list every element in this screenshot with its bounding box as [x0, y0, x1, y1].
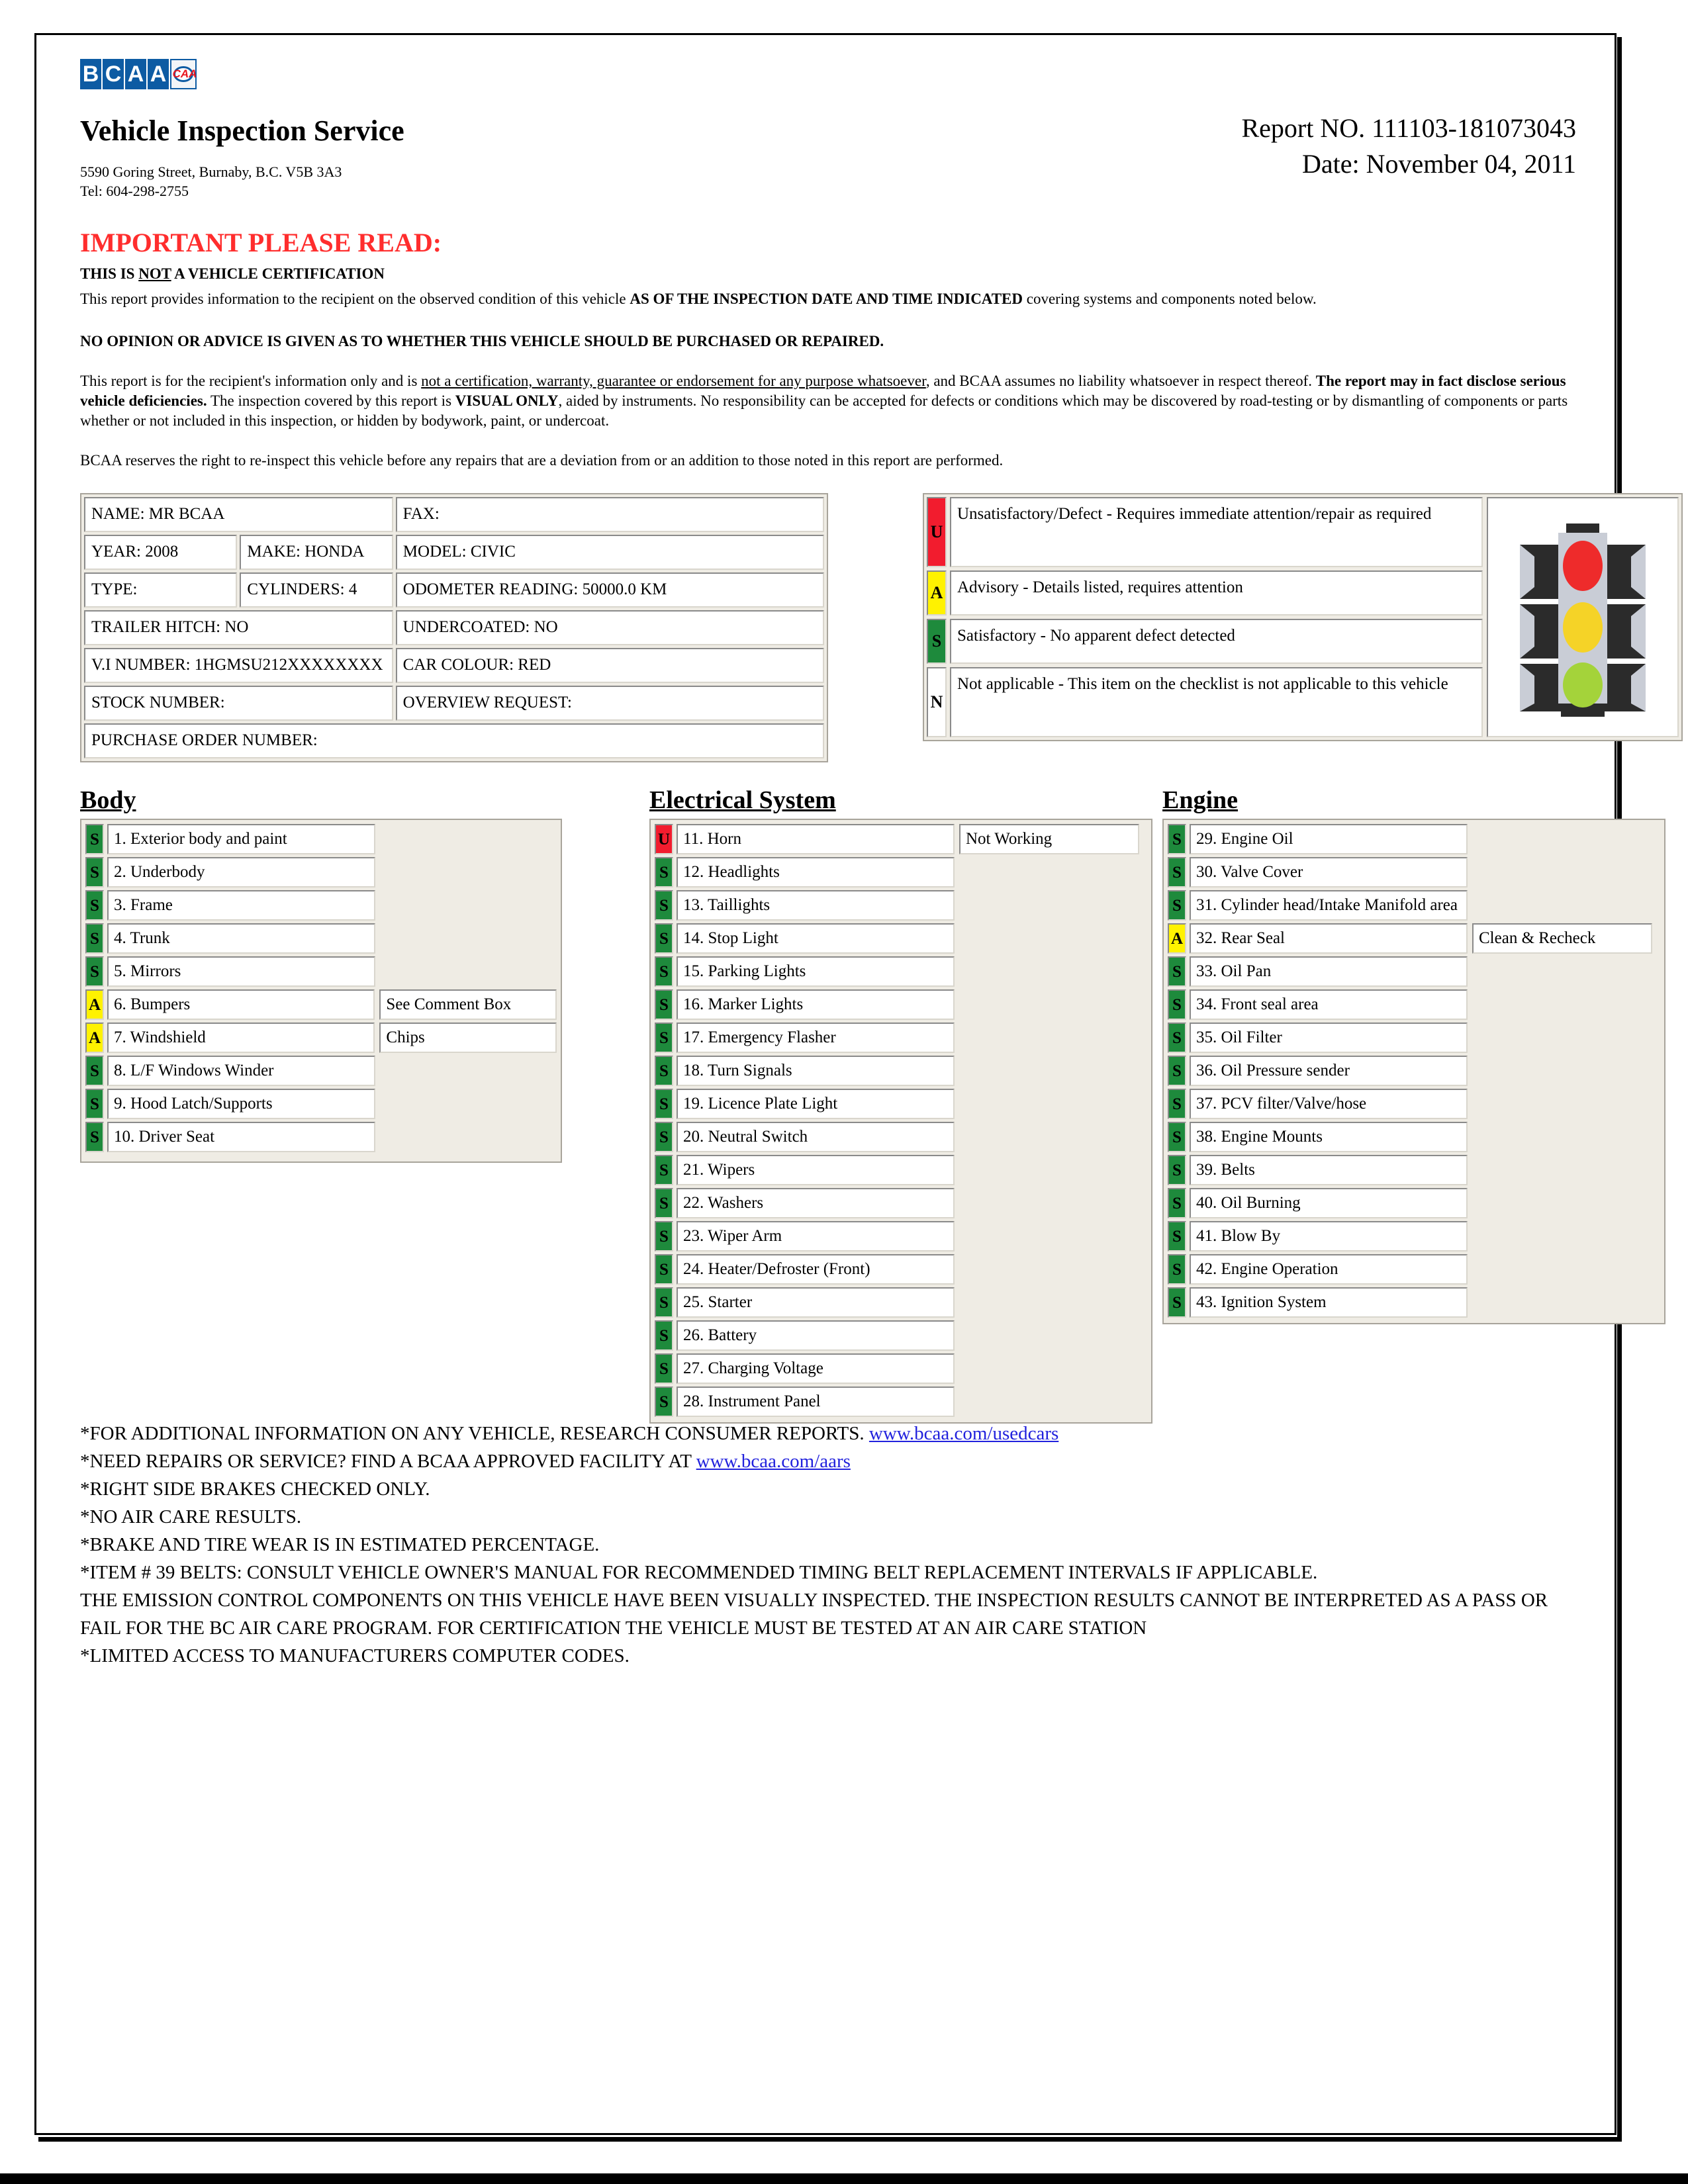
checklist-item-label: 18. Turn Signals — [677, 1056, 955, 1086]
checklist-row — [85, 923, 557, 954]
checklist-item-label: 13. Taillights — [677, 890, 955, 921]
caa-logo-icon — [170, 59, 197, 89]
notice-paragraph-2: NO OPINION OR ADVICE IS GIVEN AS TO WHETHER THIS VEHICLE SHOULD BE PURCHASED OR REPAIRED. — [80, 333, 884, 349]
p3-part-a: This report is for the recipient's information only and is — [80, 373, 422, 389]
checklist-row — [85, 824, 557, 854]
checklist-row — [85, 989, 557, 1020]
page-shadow-bottom — [38, 2137, 1622, 2142]
checklist-row — [655, 857, 1147, 887]
checklist-row — [655, 1155, 1147, 1185]
status-badge: S — [655, 857, 673, 887]
checklist-row — [655, 956, 1147, 987]
p1-part-a: This report provides information to the recipient on the observed condition of this vehicle — [80, 291, 630, 307]
vehicle-info-field: CAR COLOUR: RED — [396, 648, 824, 683]
checklist-item-label: 19. Licence Plate Light — [677, 1089, 955, 1119]
office-address: 5590 Goring Street, Burnaby, B.C. V5B 3A3 — [80, 163, 342, 180]
status-badge: S — [655, 1221, 673, 1251]
footnote-wear-percentage: *BRAKE AND TIRE WEAR IS IN ESTIMATED PERCENTAGE. — [80, 1534, 600, 1555]
checklist-row — [1168, 1287, 1660, 1318]
vehicle-info-field: FAX: — [396, 497, 824, 532]
checklist-row — [1168, 857, 1660, 887]
vehicle-info-field: MAKE: HONDA — [240, 535, 393, 570]
checklist-item-label: 28. Instrument Panel — [677, 1387, 955, 1417]
checklist-item-label: 27. Charging Voltage — [677, 1353, 955, 1384]
aars-link[interactable]: www.bcaa.com/aars — [696, 1451, 851, 1472]
legend-description: Satisfactory - No apparent defect detected — [950, 619, 1483, 664]
checklist-item-label: 23. Wiper Arm — [677, 1221, 955, 1251]
legend-code-swatch: A — [927, 570, 947, 615]
status-badge: S — [655, 1089, 673, 1119]
status-badge: S — [85, 1056, 104, 1086]
legend-code-swatch: N — [927, 667, 947, 737]
legend-description: Advisory - Details listed, requires attention — [950, 570, 1483, 615]
checklist-row — [85, 1056, 557, 1086]
certification-disclaimer — [80, 264, 1576, 284]
checklist-row — [1168, 890, 1660, 921]
p3-visual-only: VISUAL ONLY — [455, 392, 559, 409]
checklist-item-label: 24. Heater/Defroster (Front) — [677, 1254, 955, 1285]
checklist-item-label: 12. Headlights — [677, 857, 955, 887]
status-badge: A — [1168, 923, 1186, 954]
status-badge: S — [85, 923, 104, 954]
footnote-2-text: *NEED REPAIRS OR SERVICE? FIND A BCAA APPROVED FACILITY AT — [80, 1451, 696, 1472]
report-number: Report NO. 111103-181073043 — [1241, 113, 1576, 143]
checklist-row — [655, 890, 1147, 921]
checklist-item-label: 9. Hood Latch/Supports — [107, 1089, 375, 1119]
checklist-panel-engine — [1162, 819, 1665, 1324]
checklist-item-label: 11. Horn — [677, 824, 955, 854]
legend-row — [927, 570, 1483, 615]
checklist-item-comment: Chips — [379, 1023, 557, 1053]
status-badge: S — [655, 1188, 673, 1218]
checklist-item-comment: Clean & Recheck — [1472, 923, 1652, 954]
checklist-item-label: 30. Valve Cover — [1190, 857, 1468, 887]
status-badge: S — [85, 857, 104, 887]
checklist-row — [1168, 989, 1660, 1020]
status-badge: S — [655, 1155, 673, 1185]
page-title: Vehicle Inspection Service — [80, 114, 404, 147]
status-badge: A — [85, 1023, 104, 1053]
scanner-black-bar — [0, 2173, 1688, 2184]
footnotes — [80, 1420, 1576, 1670]
status-badge: S — [655, 1122, 673, 1152]
p3-bold: The report may in fact disclose serious vehicle deficiencies. — [80, 373, 1566, 409]
p3-underline: not a certification, warranty, guarantee or endorsement for any purpose whatsoever — [421, 373, 926, 389]
section-title-engine: Engine — [1162, 786, 1239, 814]
p3-part-e: The inspection covered by this report is — [207, 392, 455, 409]
logo-letter-a1: A — [125, 59, 146, 89]
checklist-item-label: 25. Starter — [677, 1287, 955, 1318]
traffic-light-illustration — [1487, 497, 1679, 737]
status-badge: S — [1168, 857, 1186, 887]
checklist-row — [655, 1056, 1147, 1086]
checklist-item-label: 43. Ignition System — [1190, 1287, 1468, 1318]
vehicle-info-field: ODOMETER READING: 50000.0 KM — [396, 572, 824, 608]
important-notice-heading: IMPORTANT PLEASE READ: — [80, 228, 442, 257]
cert-prefix: THIS IS — [80, 265, 139, 282]
status-badge: S — [85, 956, 104, 987]
vehicle-info-field: TRAILER HITCH: NO — [84, 610, 393, 645]
checklist-item-label: 17. Emergency Flasher — [677, 1023, 955, 1053]
footnote-1-text: *FOR ADDITIONAL INFORMATION ON ANY VEHICLE, RESEARCH CONSUMER REPORTS. — [80, 1423, 869, 1444]
vehicle-info-field: STOCK NUMBER: — [84, 686, 393, 721]
status-badge: S — [655, 890, 673, 921]
legend-code-swatch: S — [927, 619, 947, 664]
checklist-row — [1168, 824, 1660, 854]
vehicle-info-table — [80, 493, 828, 762]
status-badge: S — [1168, 956, 1186, 987]
status-badge: S — [1168, 1188, 1186, 1218]
p3-part-c: , and BCAA assumes no liability whatsoever in respect thereof. — [925, 373, 1316, 389]
document-page — [34, 33, 1617, 2135]
checklist-row — [85, 890, 557, 921]
checklist-row — [655, 1221, 1147, 1251]
vehicle-info-row — [84, 686, 824, 721]
legend-row — [927, 667, 1483, 737]
bcaa-logo — [80, 59, 197, 89]
vehicle-info-field: OVERVIEW REQUEST: — [396, 686, 824, 721]
logo-letter-b: B — [80, 59, 101, 89]
vehicle-info-row — [84, 610, 824, 645]
checklist-item-comment: Not Working — [959, 824, 1139, 854]
status-badge: S — [1168, 989, 1186, 1020]
status-badge: S — [655, 956, 673, 987]
checklist-item-label: 42. Engine Operation — [1190, 1254, 1468, 1285]
status-badge: S — [85, 1089, 104, 1119]
status-badge: S — [1168, 1254, 1186, 1285]
status-badge: S — [655, 1023, 673, 1053]
checklist-item-label: 36. Oil Pressure sender — [1190, 1056, 1468, 1086]
checklist-row — [655, 1254, 1147, 1285]
checklist-row — [655, 923, 1147, 954]
checklist-row — [85, 1089, 557, 1119]
section-title-body: Body — [80, 786, 136, 814]
checklist-row — [1168, 1221, 1660, 1251]
usedcars-link[interactable]: www.bcaa.com/usedcars — [868, 1423, 1059, 1444]
checklist-row — [655, 824, 1147, 854]
checklist-item-label: 38. Engine Mounts — [1190, 1122, 1468, 1152]
footnote-consumer-reports — [80, 1420, 1576, 1447]
vehicle-info-field: V.I NUMBER: 1HGMSU212XXXXXXXX — [84, 648, 393, 683]
vehicle-info-field: CYLINDERS: 4 — [240, 572, 393, 608]
section-engine — [1162, 786, 1665, 1324]
section-title-electrical: Electrical System — [649, 786, 836, 814]
vehicle-info-row — [84, 648, 824, 683]
legend-row — [927, 497, 1483, 567]
section-electrical — [649, 786, 1152, 1424]
legend-description: Unsatisfactory/Defect - Requires immediate attention/repair as required — [950, 497, 1483, 567]
vehicle-info-field: UNDERCOATED: NO — [396, 610, 824, 645]
checklist-item-label: 21. Wipers — [677, 1155, 955, 1185]
status-badge: S — [655, 1387, 673, 1417]
checklist-row — [655, 1188, 1147, 1218]
checklist-item-comment: See Comment Box — [379, 989, 557, 1020]
traffic-light-icon — [1500, 518, 1665, 717]
status-badge: S — [655, 1353, 673, 1384]
checklist-row — [1168, 1089, 1660, 1119]
checklist-panel-electrical — [649, 819, 1152, 1424]
vehicle-info-row — [84, 497, 824, 532]
status-badge: S — [85, 890, 104, 921]
checklist-row — [655, 1320, 1147, 1351]
checklist-item-label: 29. Engine Oil — [1190, 824, 1468, 854]
checklist-item-label: 20. Neutral Switch — [677, 1122, 955, 1152]
cert-suffix: A VEHICLE CERTIFICATION — [171, 265, 385, 282]
checklist-item-label: 39. Belts — [1190, 1155, 1468, 1185]
p1-emphasis: AS OF THE INSPECTION DATE AND TIME INDICATED — [630, 291, 1023, 307]
checklist-item-label: 5. Mirrors — [107, 956, 375, 987]
status-badge: S — [655, 1287, 673, 1318]
checklist-row — [85, 1122, 557, 1152]
footnote-brakes: *RIGHT SIDE BRAKES CHECKED ONLY. — [80, 1479, 430, 1500]
legend-panel — [923, 493, 1683, 741]
brand-header — [80, 59, 1576, 103]
checklist-row — [655, 1122, 1147, 1152]
footnote-computer-codes: *LIMITED ACCESS TO MANUFACTURERS COMPUTER CODES. — [80, 1645, 630, 1666]
checklist-item-label: 7. Windshield — [107, 1023, 375, 1053]
vehicle-info-field: TYPE: — [84, 572, 237, 608]
footnote-emission-control: THE EMISSION CONTROL COMPONENTS ON THIS VEHICLE HAVE BEEN VISUALLY INSPECTED. THE INSPECTION RESULTS CANNOT BE INTERPRETED AS A PASS OR FAIL FOR THE BC AIR CARE PROGRAM. FOR CERTIFICATION THE VEHICLE MUST BE TESTED AT AN AIR CARE STATION — [80, 1590, 1548, 1639]
checklist-row — [655, 1089, 1147, 1119]
checklist-item-label: 8. L/F Windows Winder — [107, 1056, 375, 1086]
vehicle-info-field: YEAR: 2008 — [84, 535, 237, 570]
checklist-panel-body — [80, 819, 562, 1163]
status-badge: S — [1168, 1155, 1186, 1185]
checklist-item-label: 15. Parking Lights — [677, 956, 955, 987]
checklist-row — [1168, 1023, 1660, 1053]
status-badge: S — [85, 824, 104, 854]
checklist-item-label: 6. Bumpers — [107, 989, 375, 1020]
checklist-row — [1168, 1056, 1660, 1086]
checklist-item-label: 4. Trunk — [107, 923, 375, 954]
cert-not-emphasis: NOT — [138, 265, 171, 282]
vehicle-info-field: PURCHASE ORDER NUMBER: — [84, 723, 824, 758]
vehicle-info-row — [84, 723, 824, 758]
footnote-timing-belt: *ITEM # 39 BELTS: CONSULT VEHICLE OWNER'S MANUAL FOR RECOMMENDED TIMING BELT REPLACEMENT INTERVALS IF APPLICABLE. — [80, 1562, 1318, 1583]
footnote-air-care: *NO AIR CARE RESULTS. — [80, 1506, 302, 1527]
legend-row — [927, 619, 1483, 664]
checklist-item-label: 16. Marker Lights — [677, 989, 955, 1020]
checklist-row — [85, 956, 557, 987]
vehicle-info-row — [84, 572, 824, 608]
status-badge: S — [1168, 1089, 1186, 1119]
notice-paragraph-4: BCAA reserves the right to re-inspect this vehicle before any repairs that are a deviation from or an addition to those noted in this report are performed. — [80, 452, 1004, 469]
status-badge: U — [655, 824, 673, 854]
p1-part-c: covering systems and components noted below. — [1023, 291, 1317, 307]
report-date: Date: November 04, 2011 — [1302, 149, 1576, 179]
checklist-row — [655, 1287, 1147, 1318]
checklist-item-label: 2. Underbody — [107, 857, 375, 887]
checklist-item-label: 41. Blow By — [1190, 1221, 1468, 1251]
checklist-row — [1168, 923, 1660, 954]
checklist-item-label: 31. Cylinder head/Intake Manifold area — [1190, 890, 1468, 921]
status-badge: S — [1168, 1122, 1186, 1152]
caa-logo-text: CAA — [172, 68, 197, 80]
status-badge: S — [655, 923, 673, 954]
vehicle-info-field: NAME: MR BCAA — [84, 497, 393, 532]
checklist-item-label: 3. Frame — [107, 890, 375, 921]
vehicle-info-field: MODEL: CIVIC — [396, 535, 824, 570]
legend-list — [927, 497, 1483, 737]
status-badge: S — [655, 989, 673, 1020]
status-badge: S — [1168, 890, 1186, 921]
status-badge: A — [85, 989, 104, 1020]
p3-part-g: , aided by instruments. No responsibility can be accepted for defects or conditions which may be discovered by road-testing or by dismantling of components or parts whether or not included in this inspection, or hidden by bodywork, paint, or undercoat. — [80, 392, 1568, 429]
checklist-item-label: 32. Rear Seal — [1190, 923, 1468, 954]
checklist-item-label: 14. Stop Light — [677, 923, 955, 954]
office-phone: Tel: 604-298-2755 — [80, 183, 189, 199]
vehicle-info-row — [84, 535, 824, 570]
inspection-checklist — [80, 786, 1596, 1411]
status-badge: S — [85, 1122, 104, 1152]
checklist-row — [1168, 1188, 1660, 1218]
status-badge: S — [1168, 1221, 1186, 1251]
legend-description: Not applicable - This item on the checklist is not applicable to this vehicle — [950, 667, 1483, 737]
status-badge: S — [1168, 1023, 1186, 1053]
checklist-row — [1168, 1122, 1660, 1152]
status-badge: S — [655, 1254, 673, 1285]
status-badge: S — [655, 1320, 673, 1351]
checklist-row — [85, 857, 557, 887]
checklist-row — [1168, 1155, 1660, 1185]
section-body — [80, 786, 562, 1163]
checklist-item-label: 34. Front seal area — [1190, 989, 1468, 1020]
checklist-row — [655, 1353, 1147, 1384]
logo-letter-c: C — [103, 59, 124, 89]
footnote-approved-facility — [80, 1447, 1576, 1475]
logo-letter-a2: A — [148, 59, 169, 89]
status-badge: S — [1168, 1287, 1186, 1318]
status-badge: S — [655, 1056, 673, 1086]
checklist-row — [655, 1023, 1147, 1053]
checklist-item-label: 37. PCV filter/Valve/hose — [1190, 1089, 1468, 1119]
checklist-item-label: 33. Oil Pan — [1190, 956, 1468, 987]
checklist-row — [655, 1387, 1147, 1417]
checklist-item-label: 10. Driver Seat — [107, 1122, 375, 1152]
checklist-row — [1168, 956, 1660, 987]
checklist-item-label: 26. Battery — [677, 1320, 955, 1351]
checklist-row — [655, 989, 1147, 1020]
notice-paragraph-3 — [80, 371, 1576, 431]
checklist-row — [1168, 1254, 1660, 1285]
checklist-item-label: 35. Oil Filter — [1190, 1023, 1468, 1053]
checklist-row — [85, 1023, 557, 1053]
status-badge: S — [1168, 1056, 1186, 1086]
notice-paragraph-1 — [80, 289, 1576, 309]
checklist-item-label: 1. Exterior body and paint — [107, 824, 375, 854]
checklist-item-label: 40. Oil Burning — [1190, 1188, 1468, 1218]
report-meta — [1241, 111, 1576, 182]
legend-code-swatch: U — [927, 497, 947, 567]
checklist-item-label: 22. Washers — [677, 1188, 955, 1218]
status-badge: S — [1168, 824, 1186, 854]
